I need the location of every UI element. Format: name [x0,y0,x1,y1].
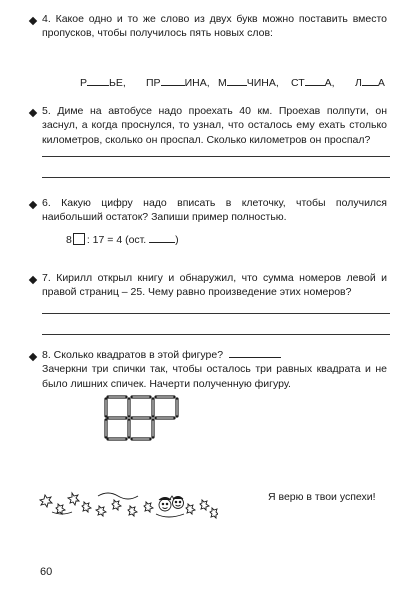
word-blank[interactable] [227,76,247,86]
task-4-text: 4. Какое одно и то же слово из двух букв можно поставить вместо пропусков, чтобы получилось пять новых слов: [42,13,387,40]
word-blank[interactable] [87,76,109,86]
task-6-equation [66,233,179,246]
answer-line[interactable] [42,334,390,335]
equation-close: ) [175,234,179,246]
diamond-bullet-icon [29,353,37,361]
word-2: ПР ИНА, [146,77,210,89]
task-7-text: 7. Кирилл открыл книгу и обнаружил, что сумма номеров левой и правой страниц – 25. Чему равно произведение этих номеров? [42,272,387,299]
answer-line[interactable] [42,313,390,314]
task-8-text [42,348,387,391]
task-5-text: 5. Диме на автобусе надо проехать 40 км. Проехав полпути, он заснул, а когда проснулся, то узнал, что осталось ему ехать столько километров, сколько он проспал. Сколько километров он проспал? [42,105,387,146]
word-4: СТ А, [291,77,335,89]
word-1: Р ЬЕ, [80,77,126,89]
diamond-bullet-icon [29,17,37,25]
square-count-blank[interactable] [229,348,281,358]
task-6-text: 6. Какую цифру надо вписать в клеточку, чтобы получился наибольший остаток? Запиши пример полностью. [42,197,387,224]
word-blank[interactable] [362,76,378,86]
word-blank[interactable] [305,76,325,86]
stars-and-kids-decoration-icon [38,486,218,520]
task-8-instructions: Зачеркни три спички так, чтобы осталось три равных квадрата и не было лишних спичек. Начерти полученную фигуру. [42,363,387,390]
task-8-title: 8. Сколько квадратов в этой фигуре? [42,349,224,361]
diamond-bullet-icon [29,201,37,209]
equation-digit: 8 [66,234,72,246]
word-3: М ЧИНА, [218,77,279,89]
remainder-blank[interactable] [149,233,175,243]
word-5: Л А [355,77,385,89]
digit-box[interactable] [73,233,85,245]
answer-line[interactable] [42,156,390,157]
matchstick-figure [104,393,184,443]
equation-rest: : 17 = 4 (ост. [86,234,147,246]
diamond-bullet-icon [29,109,37,117]
word-blank[interactable] [161,76,185,86]
diamond-bullet-icon [29,276,37,284]
encouragement-text: Я верю в твои успехи! [268,491,376,503]
page-number: 60 [40,566,53,578]
answer-line[interactable] [42,177,390,178]
